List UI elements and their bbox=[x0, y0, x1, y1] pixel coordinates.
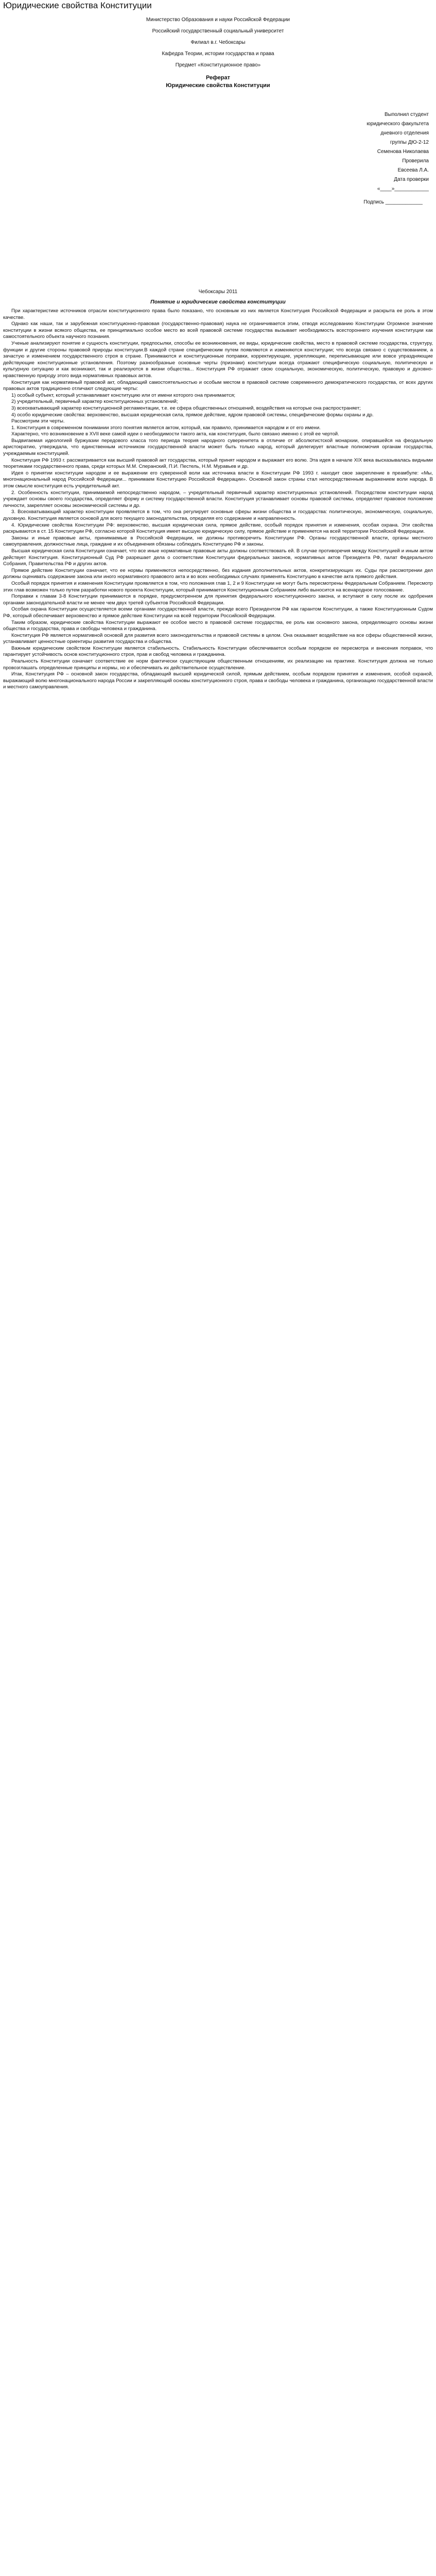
ministry-line: Министерство Образования и науки Российской Федерации bbox=[146, 17, 290, 23]
body-paragraph: Однако как наши, так и зарубежная конституционно-правовая (государственно-правовая) наука не ограничивается этим, отводя исследованию Конституции Огромное значение конституции в жизни всякого общества, ее принципиально особое место во всей правовой системе государства вызывает необходимость всестороннего изучения конституции как самостоятельного объекта научного познания. bbox=[3, 321, 433, 340]
department-line: Кафедра Теории, истории государства и права bbox=[162, 51, 274, 57]
body-paragraph: Рассмотрим эти черты. bbox=[11, 418, 65, 425]
body-paragraph: Таким образом, юридические свойства Конституции выражают ее особое место в правовой системе государства, ее роль как основного закона, определяющего основы жизни общества и государства, права и свободы человека и гражданина. bbox=[3, 619, 433, 632]
body-paragraph: 2) учредительный, первичный характер конституционных установлений; bbox=[11, 399, 178, 405]
body-paragraph: Идея о принятии конституции народом и ее выражении его суверенной воли как источника власти в Конституции РФ 1993 г. находит свое закрепление в преамбуле: «Мы, многонациональный народ Российской Федерации... принимаем Конституцию Российской Федерации». Основной закон страны стал непосредственным выражением воли народа. В этом смысле конституция есть учредительный акт. bbox=[3, 470, 433, 489]
body-paragraph: 3. Всеохватывающий характер конституции проявляется в том, что она регулирует основные сферы жизни общества и государства: политическую, экономическую, социальную, духовную. Конституция является основой для всего текущего законодательства, определяя его содержание и направленность. bbox=[3, 509, 433, 521]
body-paragraph: Важным юридическим свойством Конституции является стабильность. Стабильность Конституции обеспечивается особым порядком ее пересмотра и внесения поправок, что гарантирует устойчивость основ конституционного строя, прав и свобод человека и гражданина. bbox=[3, 645, 433, 658]
university-line: Российский государственный социальный университет bbox=[152, 28, 284, 34]
section-title: Понятие и юридические свойства конституции bbox=[150, 299, 286, 305]
author-line: дневного отделения bbox=[380, 130, 429, 136]
body-paragraph: Конституция РФ является нормативной основой для развития всего законодательства и правовой системы в целом. Она оказывает воздействие на все сферы общественной жизни, устанавливает ценностные ориентиры развития государства и общества. bbox=[3, 632, 433, 645]
subject-line: Предмет «Конституционное право» bbox=[175, 62, 261, 68]
author-line: Семенова Николаева bbox=[377, 149, 429, 155]
body-paragraph: Законы и иные правовые акты, принимаемые в Российской Федерации, не должны противоречить Конституции РФ. Органы государственной власти, органы местного самоуправления, должностные лица, граждане и их объединения обязаны соблюдать Конституцию РФ и законы. bbox=[3, 535, 433, 548]
author-line: Дата проверки bbox=[394, 177, 429, 182]
body-paragraph: Характерно, что возникновение в XVII веке самой идеи о необходимости такого акта, как конституция, было связано именно с этой ее чертой. bbox=[11, 431, 339, 437]
author-line: группы ДЮ-2-12 bbox=[390, 140, 429, 145]
signature-line: Подпись _____________ bbox=[363, 199, 423, 205]
body-paragraph: Конституция РФ 1993 г. рассматривается как высший правовой акт государства, который принят народом и выражает его волю. Эта идея в начале XIX века высказывалась видными теоретиками государственного права, среди которых М.М. Сперанский, П.И. Пестель, Н.М. Муравьев и др. bbox=[3, 457, 433, 470]
body-paragraph: 4) особо юридические свойства: верховенство, высшая юридическая сила, прямое действие, ядром правовой системы, специфические формы охраны и др. bbox=[11, 412, 374, 418]
author-line: Евсеева Л.А. bbox=[397, 167, 429, 173]
author-line: Проверила bbox=[402, 158, 429, 164]
body-paragraph: Особая охрана Конституции осуществляется всеми органами государственной власти, прежде всего Президентом РФ как гарантом Конституции, а также Конституционным Судом РФ, который обеспечивает верховенство и прямое действие Конституции на всей территории Российской Федерации. bbox=[3, 606, 433, 619]
author-block bbox=[3, 110, 433, 194]
body-text bbox=[3, 308, 433, 691]
body-paragraph: Высшая юридическая сила Конституции означает, что все иные нормативные правовые акты должны соответствовать ей. В случае противоречия между Конституцией и иным актом действует Конституция. Конституционный Суд РФ разрешает дела о соответствии Конституции федеральных законов, нормативных актов Президента РФ, палат Федерального Собрания, Правительства РФ и других актов. bbox=[3, 548, 433, 567]
report-kind: Реферат bbox=[205, 75, 230, 81]
city-year: Чебоксары 2011 bbox=[198, 289, 238, 295]
body-paragraph: Конституция как нормативный правовой акт, обладающий самостоятельностью и особым местом в правовой системе современного демократического государства, от всех других правовых актов традиционно отличают следующие черты: bbox=[3, 379, 433, 392]
body-paragraph: Поправки к главам 3-8 Конституции принимаются в порядке, предусмотренном для принятия федерального конституционного закона, и вступают в силу после их одобрения органами законодательной власти не менее чем двух третей субъектов Российской Федерации. bbox=[3, 594, 433, 606]
body-paragraph: При характеристике источников отрасли конституционного права было показано, что основным из них является Конституция Российской Федерации и раскрыта ее роль в этом качестве. bbox=[3, 308, 433, 320]
body-paragraph: 4. Юридические свойства Конституции РФ: верховенство, высшая юридическая сила, прямое действие, особый порядок принятия и изменения, особая охрана. Эти свойства раскрываются в ст. 15 Конституции РФ, согласно которой Конституция имеет высшую юридическую силу, прямое действие и применяется на всей территории Российской Федерации. bbox=[3, 522, 433, 535]
body-paragraph: 1) особый субъект, который устанавливает конституцию или от имени которого она принимается; bbox=[11, 392, 236, 398]
body-paragraph: Реальность Конституции означает соответствие ее норм фактически существующим общественным отношениям, их реализацию на практике. Конституция должна не только провозглашать определенные принципы и нормы, но и обеспечивать их действительное осуществление. bbox=[3, 658, 433, 671]
author-line: юридического факультета bbox=[367, 121, 429, 127]
body-paragraph: Ученые анализируют понятие и сущность конституции, предпосылки, способы ее возникновения, ее виды, юридические свойства, место в правовой системе государства, структуру, функции и другие стороны правовой природы конституции.В каждой стране специфическим путем появляются и изменяются конституции; что всегда связано с существованием, а зачастую и изменением государственного строя в стране. Принимаются и конституционные поправки, корректирующие, укрепляющие, переписывающие или вовсе упраздняющие действующие конституционные установления. Поэтому разнообразные основные черты (признаки) конституции всегда отражают специфическую социальную, политическую и культурную ситуацию и как возникают, так и реализуются в жизни общества... Конституция РФ отражает свою социальную, экономическую, политическую, правовую и духовно-нравственную природу этого вида нормативных правовых актов. bbox=[3, 340, 433, 379]
body-paragraph: Выдвигаемая идеологией буржуазии передового класса того периода теория народного суверенитета в отличие от абсолютистской монархии, опиравшейся на феодальную аристократию, утверждала, что единственным источником государственной власти может быть только народ, который делегирует властные полномочия органам государства, учреждаемым конституцией. bbox=[3, 437, 433, 457]
body-paragraph: Прямое действие Конституции означает, что ее нормы применяются непосредственно, без издания дополнительных актов, конкретизирующих их. Суды при рассмотрении дел должны оценивать содержание закона или иного нормативного правового акта и во всех необходимых случаях применять Конституцию в качестве акта прямого действия. bbox=[3, 567, 433, 580]
document-page bbox=[0, 0, 436, 701]
branch-line: Филиал в.г. Чебоксары bbox=[190, 40, 246, 45]
document-title: Юридические свойства Конституции bbox=[3, 1, 152, 10]
author-line: Выполнил студент bbox=[384, 112, 429, 117]
body-paragraph: 2. Особенность конституции, принимаемой непосредственно народом, – учредительный первичный характер конституционных установлений. Посредством конституции народ учреждает основы своего государства, определяет форму и систему государственной власти. Конституция устанавливает основы правовой системы, определяет правовое положение личности, закрепляет основы экономической системы и др. bbox=[3, 489, 433, 509]
body-paragraph: Особый порядок принятия и изменения Конституции проявляется в том, что положения глав 1, 2 и 9 Конституции не могут быть пересмотрены Федеральным Собранием. Пересмотр этих глав возможен только путем разработки нового проекта Конституции, который принимается Конституционным Собранием либо выносится на всенародное голосование. bbox=[3, 580, 433, 593]
body-paragraph: Итак, Конституция РФ – основной закон государства, обладающий высшей юридической силой, прямым действием, особым порядком принятия и изменения, особой охраной, выражающий волю многонационального народа России и закрепляющий основы конституционного строя, права и свободы человека и гражданина, организацию государственной власти и местного самоуправления. bbox=[3, 671, 433, 690]
report-topic: Юридические свойства Конституции bbox=[166, 82, 270, 89]
body-paragraph: 3) всеохватывающий характер конституционной регламентации, т.е. ее сфера общественных отношений, воздействия на которые она распространяет; bbox=[11, 405, 361, 411]
author-line: «____»____________ bbox=[377, 186, 429, 192]
body-paragraph: 1. Конституция в современном понимании этого понятия является актом, который, как правило, принимается народом и от его имени. bbox=[11, 425, 321, 431]
